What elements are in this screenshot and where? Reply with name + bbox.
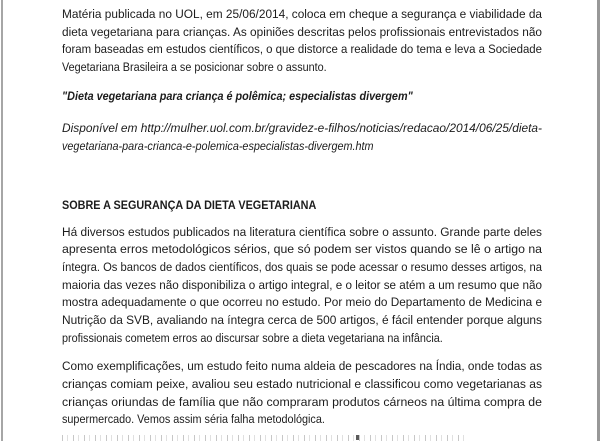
example-paragraph-line: [62, 411, 542, 429]
safety-paragraph-line: [62, 277, 542, 295]
article-title-quote-text: "Dieta vegetariana para criança é polêmica; especialistas divergem": [62, 88, 413, 103]
example-paragraph-text: supermercado. Vemos assim séria falha metodológica.: [62, 412, 325, 427]
example-paragraph: [62, 358, 542, 429]
page-left-edge: [1, 0, 3, 441]
source-url[interactable]: [62, 120, 542, 155]
source-url-line[interactable]: [62, 120, 542, 138]
section-heading-line: [62, 197, 542, 215]
safety-paragraph-text: Nutrição da SVB, avaliando na íntegra cerca de 500 artigos, é fácil entender porque alguns: [62, 312, 542, 327]
article-title-quote: [62, 88, 542, 106]
safety-paragraph-text: mostra adequadamente o que ocorreu no estudo. Por meio do Departamento de Medicina e: [62, 295, 542, 310]
safety-paragraph-line: [62, 330, 542, 348]
example-paragraph-line: [62, 358, 542, 376]
safety-paragraph-line: [62, 241, 542, 259]
intro-paragraph-text: dieta vegetariana para crianças. As opiniões descritas pelos profissionais entrevistados não: [62, 24, 542, 39]
safety-paragraph-line: [62, 294, 542, 312]
example-paragraph-text: Como exemplificações, um estudo feito numa aldeia de pescadores na Índia, onde todas as: [62, 359, 542, 374]
source-url-text[interactable]: vegetariana-para-crianca-e-polemica-especialistas-divergem.htm: [62, 139, 374, 154]
safety-paragraph-text: profissionais cometem erros ao discursar sobre a dieta vegetariana na infância.: [62, 330, 443, 345]
intro-paragraph: [62, 6, 542, 77]
example-paragraph-text: crianças oriundas de família que não compraram produtos cárneos na última compra de: [62, 394, 542, 409]
safety-paragraph-text: Há diversos estudos publicados na literatura científica sobre o assunto. Grande parte deles: [62, 224, 542, 239]
safety-paragraph-line: [62, 312, 542, 330]
safety-paragraph-text: íntegra. Os bancos de dados científicos, dos quais se pode acessar o resumo desses artigos, na: [62, 259, 542, 274]
source-url-line[interactable]: [62, 138, 542, 156]
document-body: [62, 6, 542, 441]
safety-paragraph-line: [62, 259, 542, 277]
safety-paragraph-line: [62, 224, 542, 242]
example-paragraph-line: [62, 376, 542, 394]
intro-paragraph-line: [62, 41, 542, 59]
safety-paragraph-text: maioria das vezes não disponibiliza o artigo integral, e o leitor se atém a um resumo que não: [62, 277, 542, 292]
intro-paragraph-text: Vegetariana Brasileira a se posicionar sobre o assunto.: [62, 60, 327, 75]
article-title-quote-line: [62, 88, 542, 106]
section-heading-text: SOBRE A SEGURANÇA DA DIETA VEGETARIANA: [62, 197, 317, 212]
intro-paragraph-line: [62, 24, 542, 42]
source-url-text[interactable]: Disponível em http://mulher.uol.com.br/gravidez-e-filhos/noticias/redacao/2014/06/25/dieta-: [62, 121, 542, 136]
safety-paragraph: [62, 224, 542, 348]
example-paragraph-line: [62, 394, 542, 412]
example-paragraph-text: crianças comiam peixe, avaliou seu estado nutricional e classificou como vegetarianas as: [62, 377, 542, 391]
clipped-next-line: [62, 435, 467, 441]
safety-paragraph-text: apresenta erros metodológicos sérios, que só podem ser vistos quando se lê o artigo na: [62, 242, 542, 257]
intro-paragraph-line: [62, 59, 542, 77]
intro-paragraph-text: Matéria publicada no UOL, em 25/06/2014, coloca em cheque a segurança e viabilidade da: [62, 7, 542, 21]
section-heading: [62, 197, 542, 215]
intro-paragraph-text: foram baseadas em estudos científicos, o que distorce a realidade do tema e leva a Sociedade: [62, 42, 542, 57]
intro-paragraph-line: [62, 6, 542, 24]
